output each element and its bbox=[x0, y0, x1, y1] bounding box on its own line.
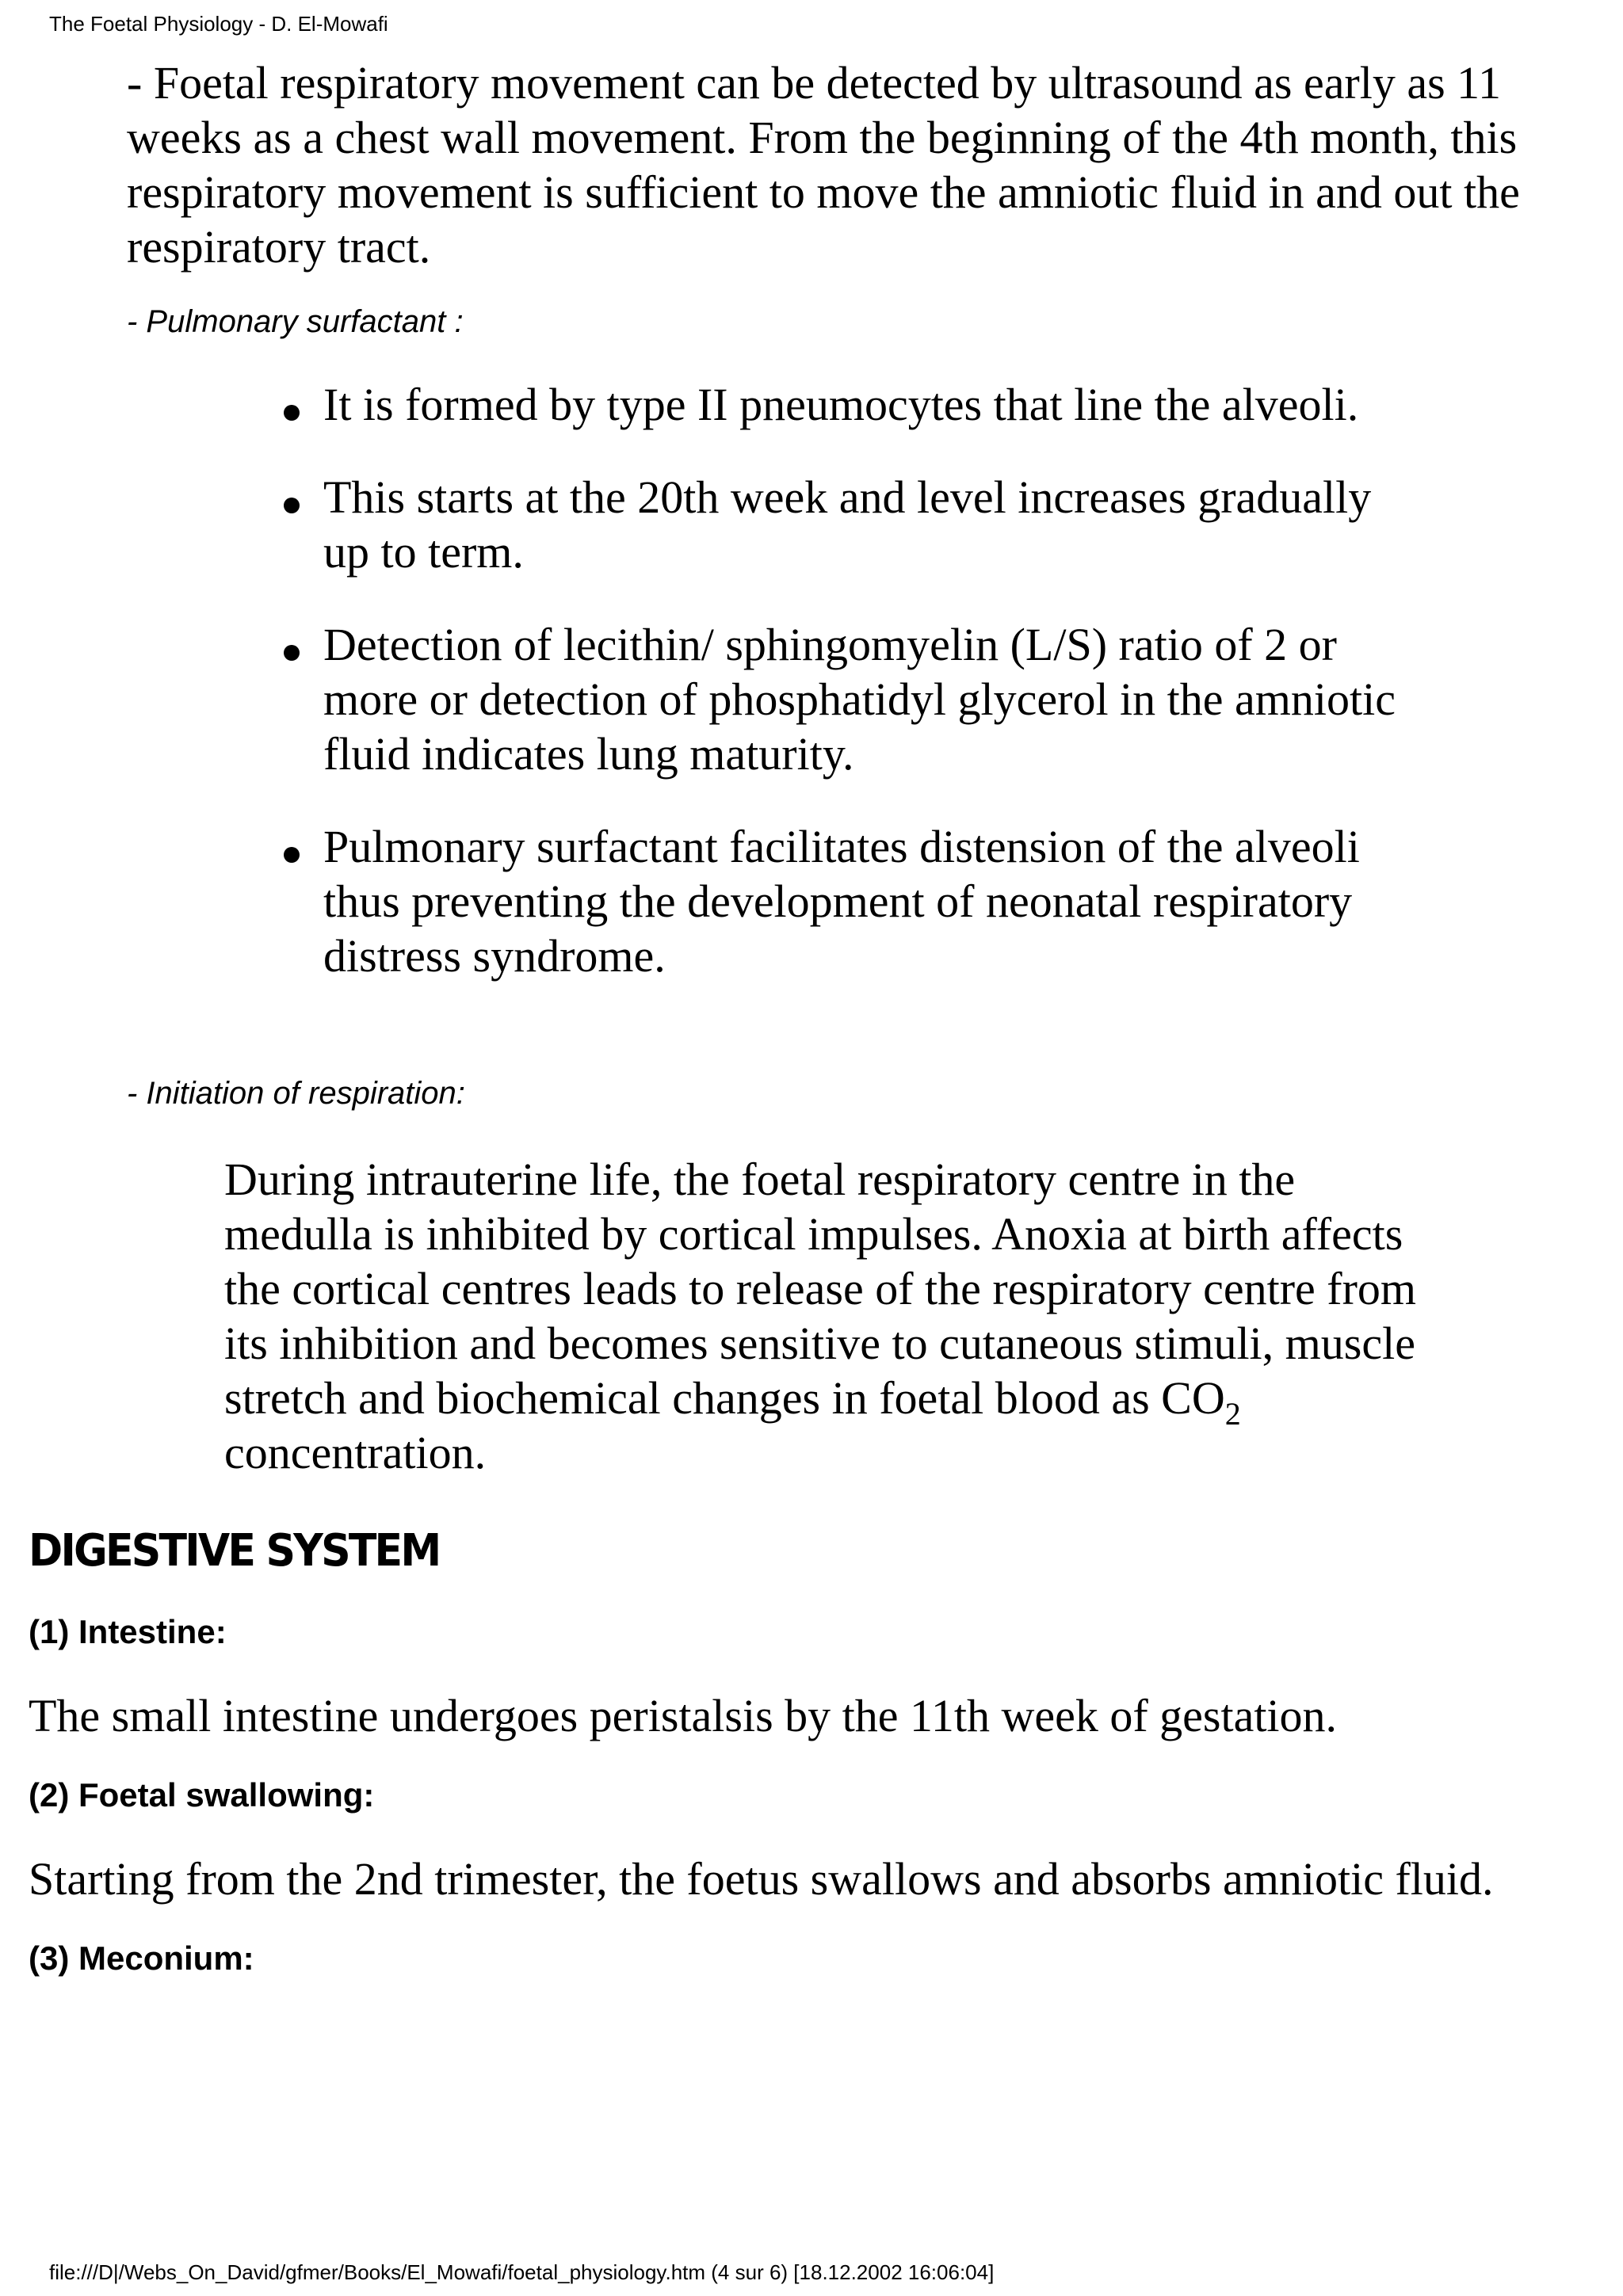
list-item bbox=[277, 617, 1403, 781]
foetal-swallowing-heading: (2) Foetal swallowing: bbox=[29, 1776, 375, 1814]
digestive-system-title: DIGESTIVE SYSTEM bbox=[29, 1525, 440, 1577]
bullet-icon bbox=[284, 645, 300, 661]
initiation-of-respiration-label: - Initiation of respiration: bbox=[127, 1076, 465, 1111]
initiation-text: During intrauterine life, the foetal respiratory centre in the medulla is inhibited by cortical impulses. Anoxia at birth affects the cortical centres leads to release of the respiratory centre from its inhibition and becomes sensitive to cutaneous stimuli, muscle stretch and biochemical changes in foetal blood as CO bbox=[224, 1154, 1417, 1424]
co2-subscript: 2 bbox=[1224, 1396, 1241, 1432]
page-header: The Foetal Physiology - D. El-Mowafi bbox=[49, 12, 388, 36]
bullet-icon bbox=[284, 498, 300, 513]
swallowing-text: Starting from the 2nd trimester, the foetus swallows and absorbs amniotic fluid. bbox=[29, 1853, 1494, 1905]
list-item-text: Detection of lecithin/ sphingomyelin (L/S) ratio of 2 or more or detection of phosphatidyl glycerol in the amniotic fluid indicates lung maturity. bbox=[323, 619, 1396, 780]
initiation-tail: concentration. bbox=[224, 1427, 487, 1478]
meconium-heading: (3) Meconium: bbox=[29, 1939, 254, 1977]
intestine-text: The small intestine undergoes peristalsis by the 11th week of gestation. bbox=[29, 1690, 1338, 1741]
list-item bbox=[277, 470, 1403, 579]
list-item-text: It is formed by type II pneumocytes that line the alveoli. bbox=[323, 379, 1359, 430]
list-item bbox=[277, 819, 1403, 983]
list-item-text: Pulmonary surfactant facilitates distension of the alveoli thus preventing the development of neonatal respiratory distress syndrome. bbox=[323, 821, 1360, 982]
bullet-icon bbox=[284, 405, 300, 421]
surfactant-bullet-list bbox=[277, 377, 1403, 1021]
pulmonary-surfactant-label: - Pulmonary surfactant : bbox=[127, 304, 464, 339]
page-footer-path: file:///D|/Webs_On_David/gfmer/Books/El_Mowafi/foetal_physiology.htm (4 sur 6) [18.12.2002 16:06:04] bbox=[49, 2260, 995, 2284]
list-item-text: This starts at the 20th week and level increases gradually up to term. bbox=[323, 471, 1372, 578]
intestine-heading: (1) Intestine: bbox=[29, 1613, 227, 1650]
list-item bbox=[277, 377, 1403, 432]
respiratory-movement-paragraph: - Foetal respiratory movement can be detected by ultrasound as early as 11 weeks as a chest wall movement. From the beginning of the 4th month, this respiratory movement is sufficient to move the amniotic fluid in and out the respiratory tract. bbox=[127, 57, 1520, 273]
initiation-paragraph bbox=[224, 1152, 1445, 1480]
bullet-icon bbox=[284, 847, 300, 863]
